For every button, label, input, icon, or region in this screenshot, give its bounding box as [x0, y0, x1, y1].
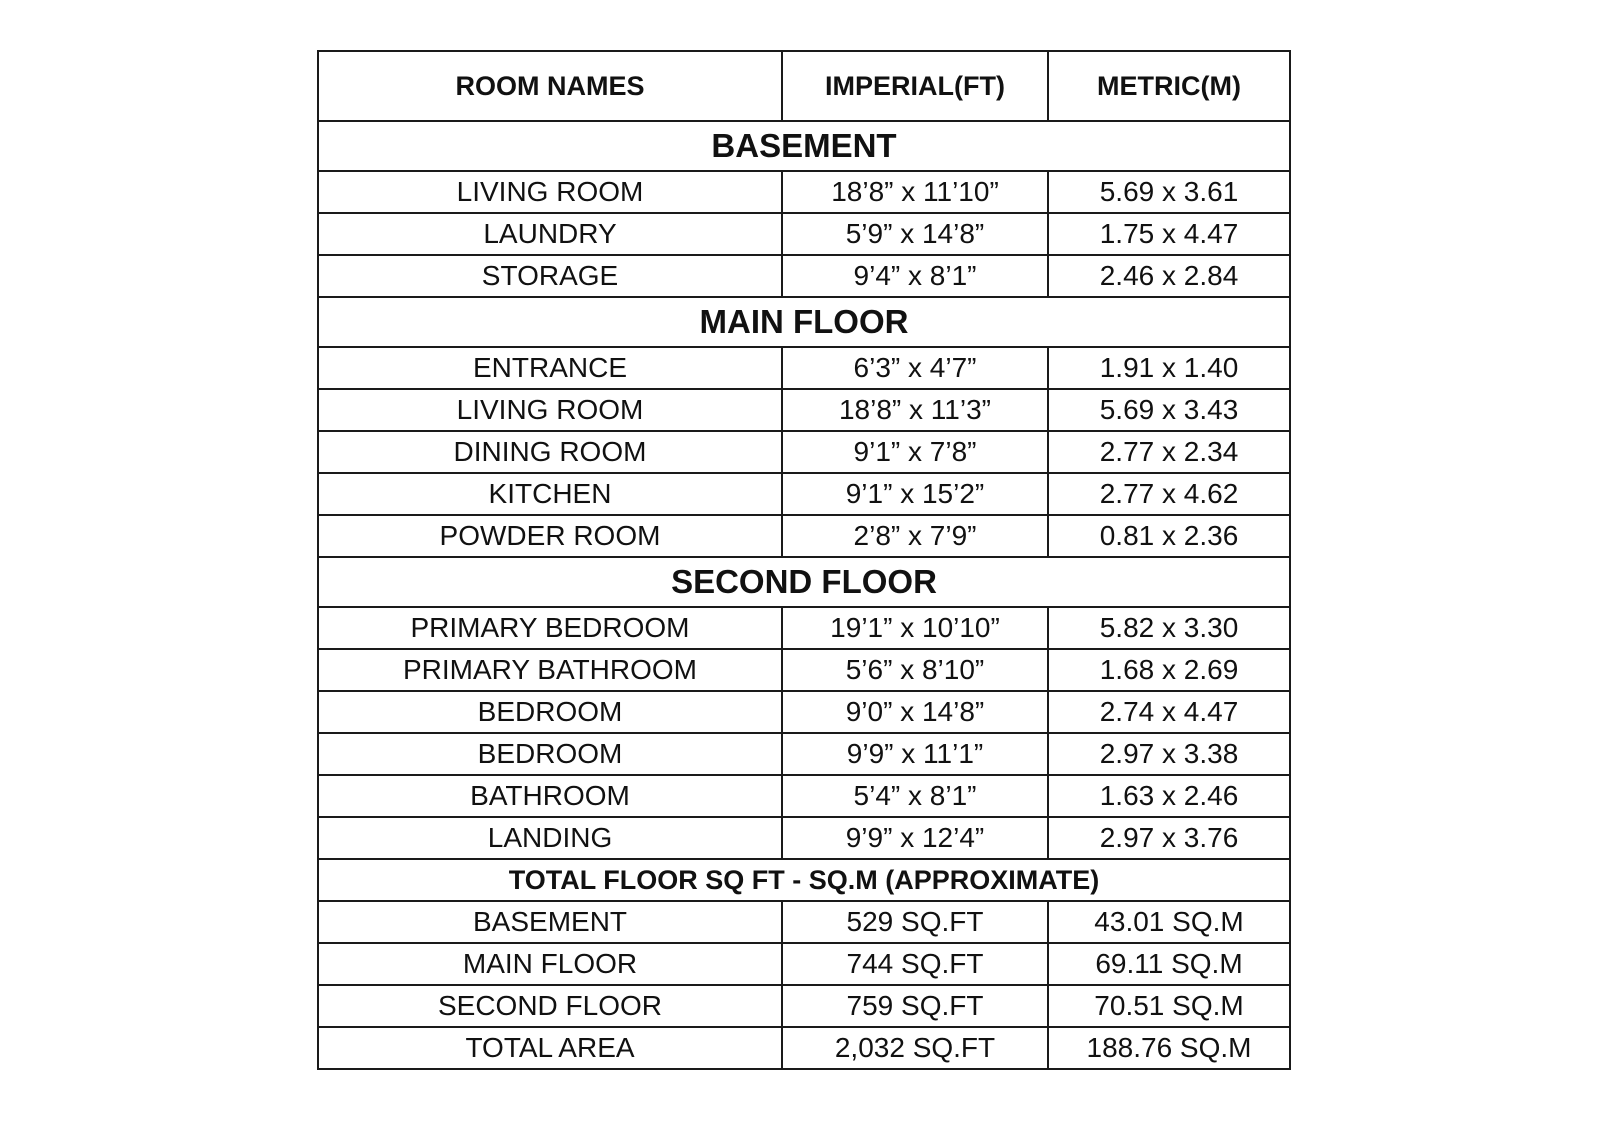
total-metric-area: 70.51 SQ.M [1048, 985, 1290, 1027]
metric-dimensions: 2.97 x 3.76 [1048, 817, 1290, 859]
room-name: LIVING ROOM [318, 389, 782, 431]
room-name: LIVING ROOM [318, 171, 782, 213]
metric-dimensions: 1.63 x 2.46 [1048, 775, 1290, 817]
metric-dimensions: 5.69 x 3.61 [1048, 171, 1290, 213]
total-floor-name: MAIN FLOOR [318, 943, 782, 985]
total-metric-area: 43.01 SQ.M [1048, 901, 1290, 943]
table-row [318, 607, 1290, 649]
totals-heading-row [318, 859, 1290, 901]
table-row [318, 691, 1290, 733]
imperial-dimensions: 9’1” x 15’2” [782, 473, 1048, 515]
section-main-floor [318, 297, 1290, 347]
metric-dimensions: 2.97 x 3.38 [1048, 733, 1290, 775]
total-imperial-area: 744 SQ.FT [782, 943, 1048, 985]
room-name: DINING ROOM [318, 431, 782, 473]
total-imperial-area: 2,032 SQ.FT [782, 1027, 1048, 1069]
table-row [318, 817, 1290, 859]
total-imperial-area: 759 SQ.FT [782, 985, 1048, 1027]
table-header-row [318, 51, 1290, 121]
section-title: MAIN FLOOR [318, 297, 1290, 347]
imperial-dimensions: 9’9” x 11’1” [782, 733, 1048, 775]
room-name: LAUNDRY [318, 213, 782, 255]
table-row [318, 649, 1290, 691]
table-row [318, 431, 1290, 473]
imperial-dimensions: 2’8” x 7’9” [782, 515, 1048, 557]
total-imperial-area: 529 SQ.FT [782, 901, 1048, 943]
room-name: BEDROOM [318, 691, 782, 733]
metric-header: METRIC(M) [1048, 51, 1290, 121]
imperial-header: IMPERIAL(FT) [782, 51, 1048, 121]
room-name: PRIMARY BEDROOM [318, 607, 782, 649]
metric-dimensions: 2.77 x 4.62 [1048, 473, 1290, 515]
table-row [318, 347, 1290, 389]
imperial-dimensions: 19’1” x 10’10” [782, 607, 1048, 649]
room-name: KITCHEN [318, 473, 782, 515]
metric-dimensions: 0.81 x 2.36 [1048, 515, 1290, 557]
table-row [318, 213, 1290, 255]
metric-dimensions: 5.69 x 3.43 [1048, 389, 1290, 431]
room-name: STORAGE [318, 255, 782, 297]
table-row [318, 985, 1290, 1027]
imperial-dimensions: 6’3” x 4’7” [782, 347, 1048, 389]
metric-dimensions: 1.75 x 4.47 [1048, 213, 1290, 255]
imperial-dimensions: 9’9” x 12’4” [782, 817, 1048, 859]
imperial-dimensions: 18’8” x 11’3” [782, 389, 1048, 431]
room-dimensions-table [317, 50, 1291, 1070]
table-row [318, 389, 1290, 431]
metric-dimensions: 2.74 x 4.47 [1048, 691, 1290, 733]
room-name: BEDROOM [318, 733, 782, 775]
table-row [318, 515, 1290, 557]
imperial-dimensions: 5’4” x 8’1” [782, 775, 1048, 817]
metric-dimensions: 5.82 x 3.30 [1048, 607, 1290, 649]
metric-dimensions: 2.46 x 2.84 [1048, 255, 1290, 297]
imperial-dimensions: 18’8” x 11’10” [782, 171, 1048, 213]
room-names-header: ROOM NAMES [318, 51, 782, 121]
room-name: BATHROOM [318, 775, 782, 817]
room-name: POWDER ROOM [318, 515, 782, 557]
total-floor-name: BASEMENT [318, 901, 782, 943]
room-name: ENTRANCE [318, 347, 782, 389]
table-row [318, 775, 1290, 817]
total-floor-name: TOTAL AREA [318, 1027, 782, 1069]
room-name: PRIMARY BATHROOM [318, 649, 782, 691]
table-row [318, 1027, 1290, 1069]
metric-dimensions: 1.68 x 2.69 [1048, 649, 1290, 691]
imperial-dimensions: 5’9” x 14’8” [782, 213, 1048, 255]
metric-dimensions: 2.77 x 2.34 [1048, 431, 1290, 473]
totals-title: TOTAL FLOOR SQ FT - SQ.M (APPROXIMATE) [318, 859, 1290, 901]
section-second-floor [318, 557, 1290, 607]
imperial-dimensions: 5’6” x 8’10” [782, 649, 1048, 691]
metric-dimensions: 1.91 x 1.40 [1048, 347, 1290, 389]
table-row [318, 901, 1290, 943]
table-row [318, 473, 1290, 515]
room-name: LANDING [318, 817, 782, 859]
imperial-dimensions: 9’4” x 8’1” [782, 255, 1048, 297]
table-row [318, 733, 1290, 775]
total-metric-area: 188.76 SQ.M [1048, 1027, 1290, 1069]
table-row [318, 255, 1290, 297]
section-basement [318, 121, 1290, 171]
table-row [318, 943, 1290, 985]
section-title: SECOND FLOOR [318, 557, 1290, 607]
section-title: BASEMENT [318, 121, 1290, 171]
imperial-dimensions: 9’0” x 14’8” [782, 691, 1048, 733]
total-metric-area: 69.11 SQ.M [1048, 943, 1290, 985]
table-row [318, 171, 1290, 213]
total-floor-name: SECOND FLOOR [318, 985, 782, 1027]
imperial-dimensions: 9’1” x 7’8” [782, 431, 1048, 473]
